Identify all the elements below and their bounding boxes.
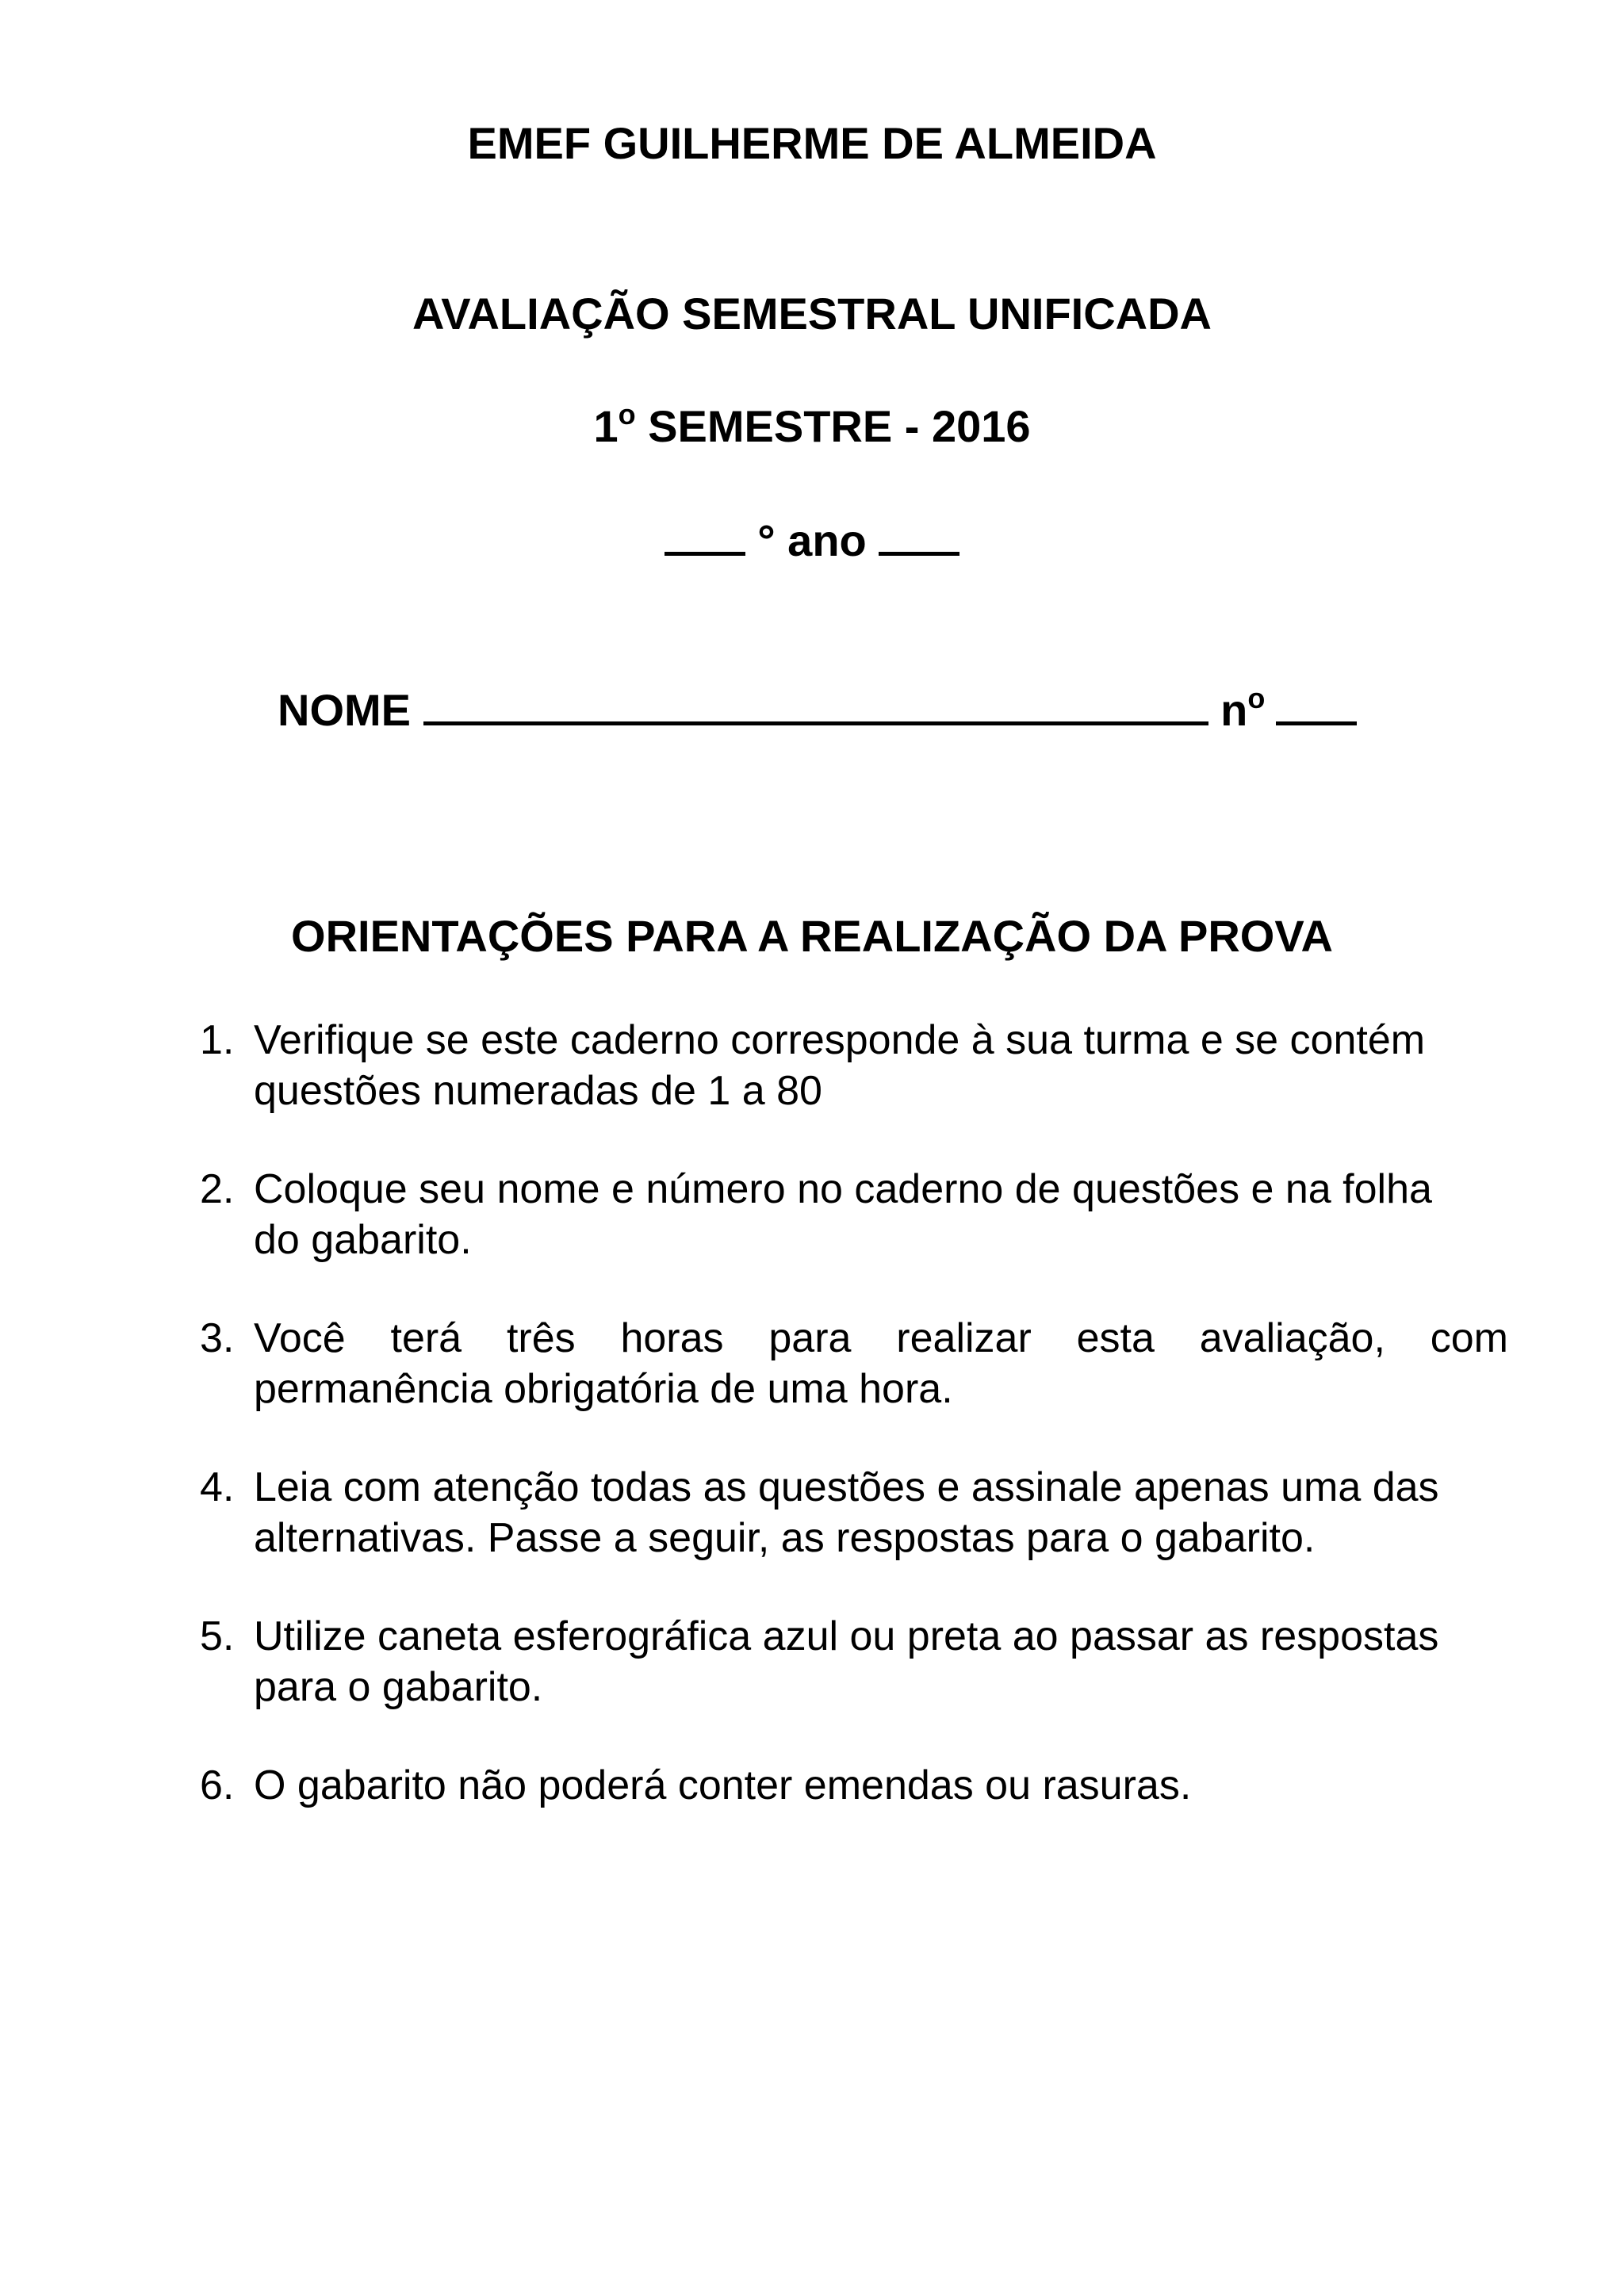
- list-item: [200, 1760, 1508, 1811]
- list-item: [200, 1015, 1508, 1116]
- item-number: 5.: [200, 1613, 235, 1659]
- item-number: 4.: [200, 1464, 235, 1510]
- class-letter-blank[interactable]: [879, 511, 959, 556]
- instructions-title: ORIENTAÇÕES PARA A REALIZAÇÃO DA PROVA: [291, 911, 1333, 961]
- semester-text: SEMESTRE - 2016: [635, 401, 1031, 451]
- item-text-line2: questões numeradas de 1 a 80: [254, 1068, 822, 1114]
- item-text-line1: Utilize caneta esferográfica azul ou preta ao passar as respostas: [254, 1613, 1439, 1659]
- item-text-line1: O gabarito não poderá conter emendas ou rasuras.: [254, 1762, 1192, 1808]
- grade-line: [0, 511, 1624, 568]
- item-text-line1: Leia com atenção todas as questões e assinale apenas uma das: [254, 1464, 1439, 1510]
- school-name: EMEF GUILHERME DE ALMEIDA: [467, 118, 1157, 168]
- name-label: NOME: [278, 685, 423, 735]
- item-text-line2: permanência obrigatória de uma hora.: [254, 1366, 953, 1412]
- student-number-blank[interactable]: [1276, 680, 1357, 725]
- number-label: n: [1208, 685, 1248, 735]
- list-item: [200, 1611, 1508, 1712]
- grade-label: ° ano: [745, 515, 879, 565]
- list-item: [200, 1313, 1508, 1414]
- item-text-line2: para o gabarito.: [254, 1664, 543, 1710]
- exam-title: AVALIAÇÃO SEMESTRAL UNIFICADA: [412, 289, 1212, 339]
- list-item: [200, 1462, 1508, 1563]
- name-field: [278, 680, 1357, 736]
- semester-ordinal-sup: o: [618, 398, 636, 430]
- name-blank[interactable]: [423, 680, 1208, 725]
- item-text-line2: do gabarito.: [254, 1217, 472, 1263]
- item-number: 3.: [200, 1315, 235, 1361]
- instructions-list: [200, 1015, 1508, 1858]
- grade-number-blank[interactable]: [665, 511, 745, 556]
- item-text-line1: Verifique se este caderno corresponde à sua turma e se contém: [254, 1017, 1426, 1063]
- item-text-line1: Coloque seu nome e número no caderno de questões e na folha: [254, 1166, 1432, 1212]
- item-number: 1.: [200, 1017, 235, 1063]
- semester-number: 1: [593, 401, 619, 451]
- number-ordinal-sup: o: [1247, 682, 1266, 714]
- item-number: 2.: [200, 1166, 235, 1212]
- item-number: 6.: [200, 1762, 235, 1808]
- item-text-line1: Você terá três horas para realizar esta avaliação, com: [254, 1315, 1508, 1361]
- semester-line: [0, 399, 1624, 460]
- list-item: [200, 1164, 1508, 1265]
- item-text-line2: alternativas. Passe a seguir, as respostas para o gabarito.: [254, 1515, 1316, 1561]
